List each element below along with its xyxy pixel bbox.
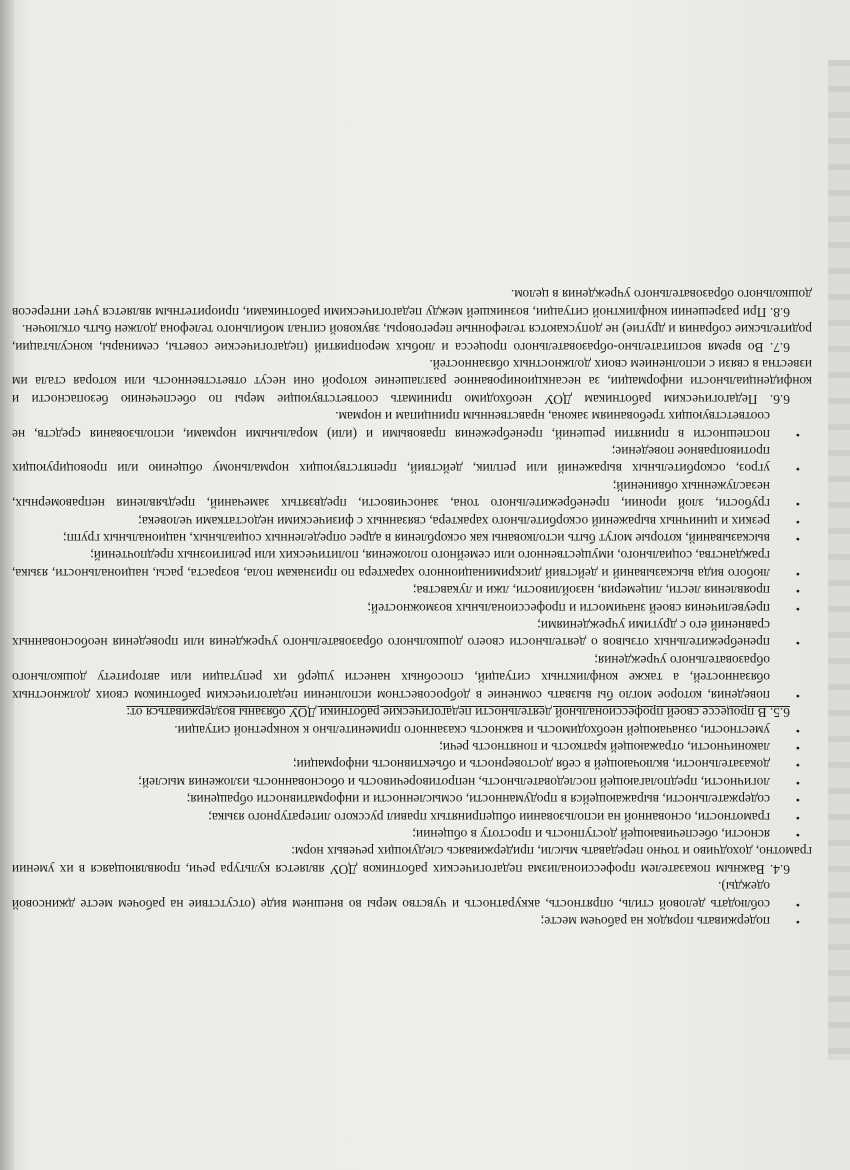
list-item	[12, 721, 812, 738]
list-item-text: грамотности, основанной на использовании общепринятых правил русского литературного языка;	[208, 809, 770, 825]
paragraph: 6.6. Педагогическим работникам ДОУ необходимо принимать соответствующие меры по обеспечению безопасности и конфиденциальности информации, за несанкционированное разглашение которой они несут ответственность или которая стала им известна в связи с исполнением своих должностных обязанностей.	[12, 357, 812, 407]
list-item-text: логичности, предполагающей последовательность, непротиворечивость и обоснованность изложения мыслей;	[138, 774, 770, 790]
bullet-icon: •	[795, 514, 800, 529]
bullet-icon: •	[795, 601, 800, 616]
paragraph: 6.7. Во время воспитательно-образовательного процесса и любых мероприятий (педагогические советы, семинары, консультации, родительские собрания и другие) не допускаются телефонные переговоры, звуковой сигнал мобильного телефона должен быть отключен.	[12, 322, 812, 355]
list-item	[12, 739, 812, 756]
bullet-icon: •	[795, 740, 800, 755]
list-item	[12, 530, 812, 547]
list-item-text: любого вида высказываний и действий дискриминационного характера по признакам пола, возраста, расы, национальности, языка, гражданства, социального, имущественного или семейного положения, политических или религиозных предпочтений;	[12, 548, 770, 581]
list-item-text: соблюдать деловой стиль, опрятность, аккуратность и чувство меры во внешнем виде (отсутствие на рабочем месте джинсовой одежды).	[12, 879, 770, 912]
bullet-icon: •	[795, 497, 800, 512]
list-item	[12, 443, 812, 478]
list-item-text: преувеличения своей значимости и профессиональных возможностей;	[367, 600, 770, 616]
bullet-icon: •	[795, 827, 800, 842]
list-item-text: пренебрежительных отзывов о деятельности своего дошкольного образовательного учреждения или проведения необоснованных сравнений его с другими учреждениями;	[12, 618, 770, 651]
bullet-icon: •	[795, 427, 800, 442]
bullet-icon: •	[795, 793, 800, 808]
list-item	[12, 652, 812, 704]
bullet-icon: •	[795, 897, 800, 912]
list-item	[12, 808, 812, 825]
bullet-list	[12, 878, 812, 930]
bullet-icon: •	[795, 723, 800, 738]
paragraph: 6.4. Важным показателем профессионализма педагогических работников ДОУ является культура речи, проявляющаяся в их умении грамотно, доходчиво и точно передавать мысли, придерживаясь следующих речевых норм:	[12, 844, 812, 877]
list-item	[12, 547, 812, 582]
paragraph: 6.5. В процессе своей профессиональной деятельности педагогические работники ДОУ обязаны воздерживаться от:	[126, 705, 790, 721]
list-item	[12, 599, 812, 616]
list-item-text: содержательности, выражающейся в продуманности, осмысленности и информативности обращения;	[186, 792, 770, 808]
list-item-text: поспешности в принятии решений, пренебрежения правовыми и (или) моральными нормами, использования средств, не соответствующих требованиям закона, нравственным принципам и нормам.	[12, 409, 770, 442]
bullet-icon: •	[795, 758, 800, 773]
list-item-text: лаконичности, отражающей краткость и понятность речи;	[439, 739, 770, 755]
bullet-icon: •	[795, 775, 800, 790]
list-item-text: резких и циничных выражений оскорбительного характера, связанных с физическими недостатками человека;	[138, 513, 770, 529]
list-item-text: уместности, означающей необходимость и важность сказанного применительно к конкретной ситуации.	[174, 722, 770, 738]
list-item	[12, 512, 812, 529]
list-item	[12, 773, 812, 790]
list-item-text: высказываний, которые могут быть истолкованы как оскорбления в адрес определенных социальных, национальных групп;	[62, 531, 770, 547]
bullet-list	[12, 408, 812, 704]
bullet-icon: •	[795, 688, 800, 703]
list-item	[12, 477, 812, 512]
list-item-text: угроз, оскорбительных выражений или реплик, действий, препятствующих нормальному общению или провоцирующих противоправное поведение;	[12, 444, 770, 477]
bullet-icon: •	[795, 810, 800, 825]
list-item-text: проявления лести, лицемерия, назойливости, лжи и лукавства;	[412, 583, 770, 599]
list-item	[12, 582, 812, 599]
bullet-icon: •	[795, 584, 800, 599]
paragraph: 6.8. При разрешении конфликтной ситуации, возникшей между педагогическими работниками, приоритетным является учет интересов дошкольного образовательного учреждения в целом.	[12, 287, 812, 320]
list-item	[12, 878, 812, 913]
list-item	[12, 756, 812, 773]
bullet-list	[12, 721, 812, 843]
list-item-text: ясности, обеспечивающей доступность и простоту в общении;	[412, 826, 770, 842]
list-item-text: доказательности, включающей в себя достоверность и объективность информации;	[292, 757, 770, 773]
list-item	[12, 826, 812, 843]
list-item-text: грубости, злой иронии, пренебрежительного тона, заносчивости, предвзятых замечаний, предъявления неправомерных, незаслуженных обвинений;	[12, 478, 770, 512]
list-item-text: поведения, которое могло бы вызвать сомнение в добросовестном исполнении педагогическим работником своих должностных обязанностей, а также конфликтных ситуаций, способных нанести ущерб их репутации или авторитету дошкольного образовательного учреждения;	[12, 652, 770, 703]
list-item	[12, 617, 812, 652]
bullet-icon: •	[795, 636, 800, 651]
bullet-icon: •	[795, 462, 800, 477]
bullet-icon: •	[795, 915, 800, 929]
bullet-icon: •	[795, 532, 800, 547]
bullet-icon: •	[795, 566, 800, 581]
document-body	[12, 286, 812, 930]
list-item	[12, 913, 812, 930]
list-item-text: подерживать порядок на рабочем месте;	[540, 914, 770, 929]
list-item	[12, 791, 812, 808]
list-item	[12, 408, 812, 443]
